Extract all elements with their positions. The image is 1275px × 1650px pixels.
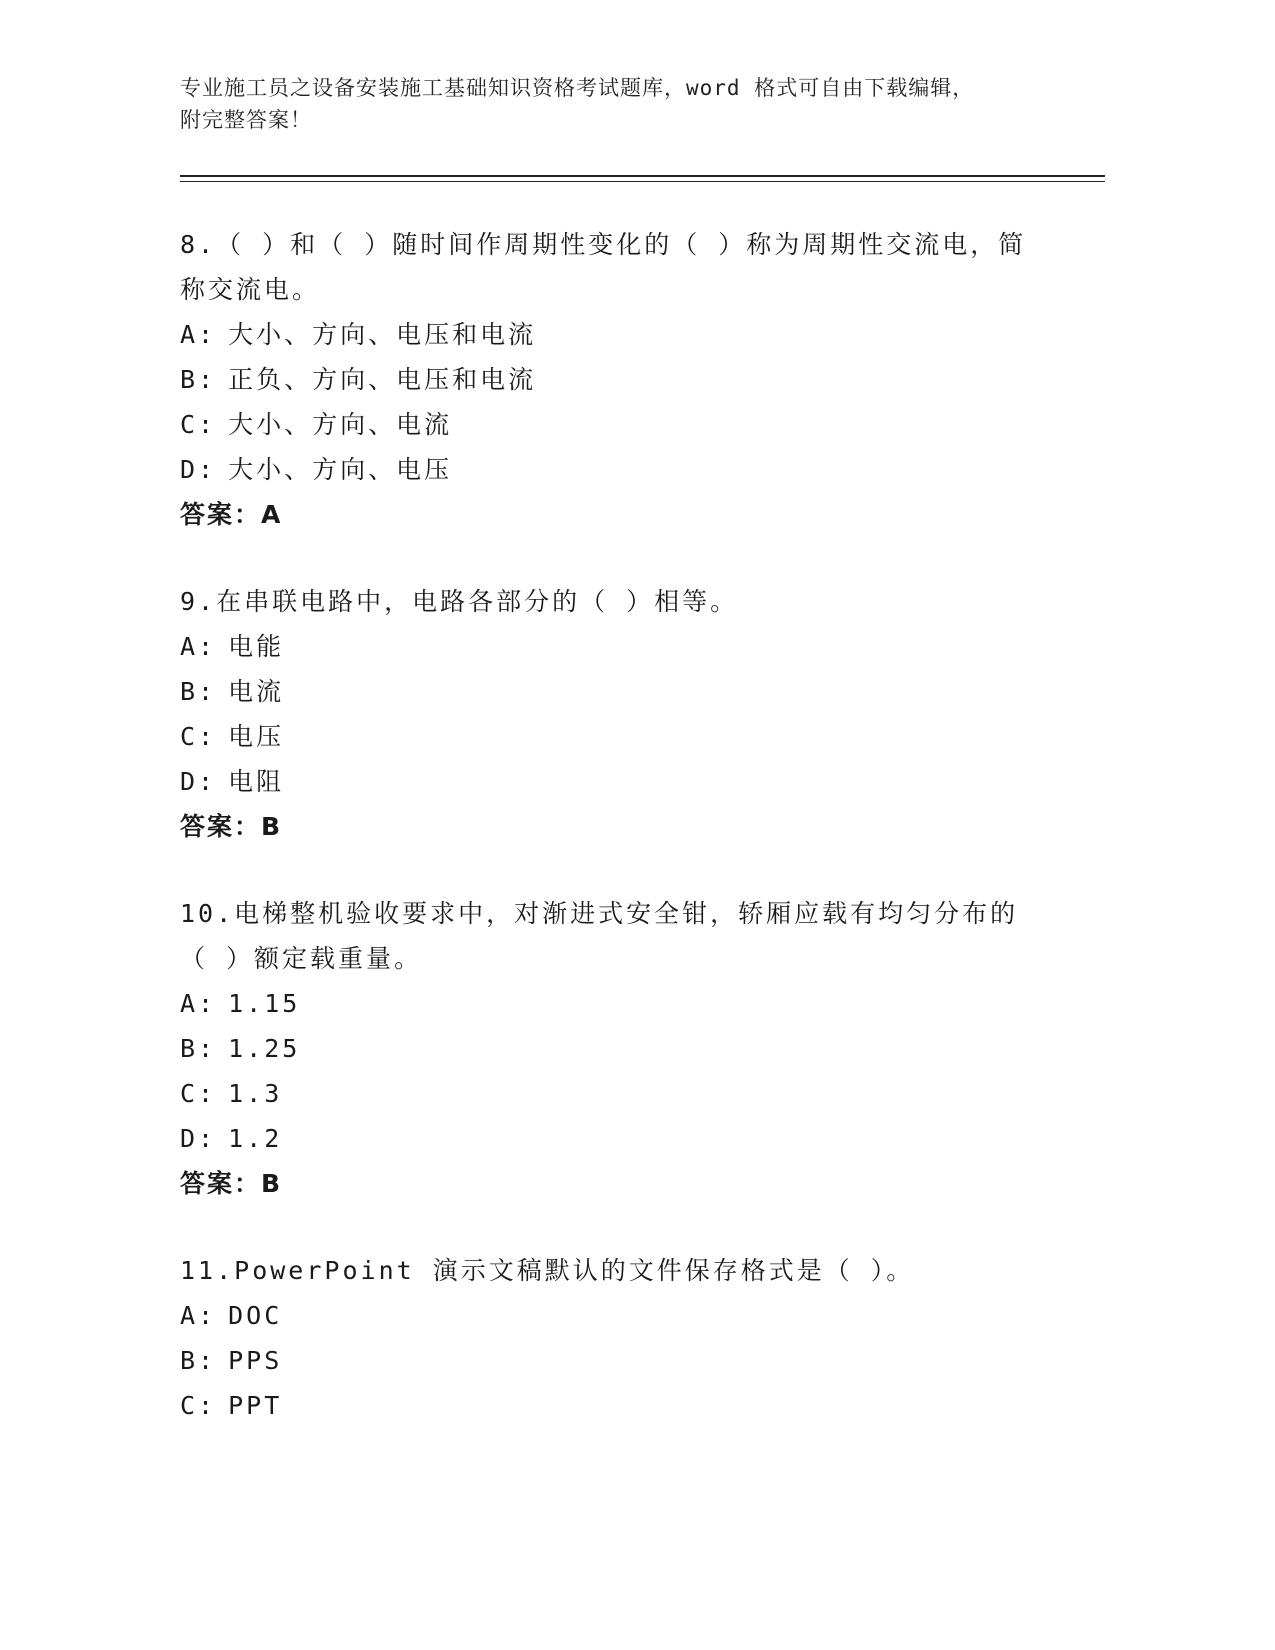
option-item xyxy=(180,1071,1060,1116)
question-list xyxy=(180,222,1060,1470)
option-letter: D: xyxy=(180,1124,217,1153)
option-letter: B: xyxy=(180,677,217,706)
option-letter: A: xyxy=(180,320,217,349)
option-text: 1.3 xyxy=(228,1079,283,1108)
answer-text: 答案：A xyxy=(180,500,283,529)
answer-text: 答案：B xyxy=(180,812,283,841)
option-item xyxy=(180,1026,1060,1071)
question-item xyxy=(180,579,1060,849)
option-text: DOC xyxy=(228,1301,283,1330)
option-text: 电阻 xyxy=(228,767,285,796)
option-item xyxy=(180,1116,1060,1161)
option-item xyxy=(180,669,1060,714)
question-text: 9.在串联电路中，电路各部分的（ ）相等。 xyxy=(180,587,739,616)
option-letter: A: xyxy=(180,989,217,1018)
option-text: 1.2 xyxy=(228,1124,283,1153)
option-letter: D: xyxy=(180,455,217,484)
answer-text: 答案：B xyxy=(180,1169,283,1198)
option-text: 大小、方向、电压和电流 xyxy=(228,320,537,349)
option-text: 1.15 xyxy=(228,989,301,1018)
question-text: 11.PowerPoint 演示文稿默认的文件保存格式是（ ）。 xyxy=(180,1256,915,1285)
question-item xyxy=(180,891,1060,1206)
header-line-1: 专业施工员之设备安装施工基础知识资格考试题库，word 格式可自由下载编辑， xyxy=(180,76,975,100)
option-text: 大小、方向、电流 xyxy=(228,410,453,439)
option-letter: C: xyxy=(180,1391,217,1420)
option-item xyxy=(180,402,1060,447)
option-item xyxy=(180,714,1060,759)
option-text: PPT xyxy=(228,1391,283,1420)
option-item xyxy=(180,312,1060,357)
option-item xyxy=(180,447,1060,492)
option-letter: C: xyxy=(180,722,217,751)
option-letter: A: xyxy=(180,632,217,661)
option-text: 电压 xyxy=(228,722,285,751)
option-item xyxy=(180,981,1060,1026)
option-text: 1.25 xyxy=(228,1034,301,1063)
option-letter: D: xyxy=(180,767,217,796)
option-letter: C: xyxy=(180,410,217,439)
option-item xyxy=(180,357,1060,402)
option-text: PPS xyxy=(228,1346,283,1375)
option-text: 电能 xyxy=(228,632,285,661)
option-text: 电流 xyxy=(228,677,285,706)
option-item xyxy=(180,1338,1060,1383)
option-item xyxy=(180,1293,1060,1338)
option-letter: B: xyxy=(180,365,217,394)
option-letter: C: xyxy=(180,1079,217,1108)
question-item xyxy=(180,222,1060,537)
question-text: 10.电梯整机验收要求中，对渐进式安全钳，轿厢应载有均匀分布的（ ）额定载重量。 xyxy=(180,899,1019,973)
option-letter: A: xyxy=(180,1301,217,1330)
option-letter: B: xyxy=(180,1034,217,1063)
header-line-2: 附完整答案！ xyxy=(180,108,312,132)
option-item xyxy=(180,624,1060,669)
question-text: 8.（ ）和（ ）随时间作周期性变化的（ ）称为周期性交流电，简称交流电。 xyxy=(180,230,1027,304)
option-item xyxy=(180,759,1060,804)
question-item xyxy=(180,1248,1060,1428)
header-divider-thin xyxy=(180,181,1105,182)
document-header xyxy=(180,72,1060,136)
option-text: 正负、方向、电压和电流 xyxy=(228,365,537,394)
option-item xyxy=(180,1383,1060,1428)
option-letter: B: xyxy=(180,1346,217,1375)
header-divider-thick xyxy=(180,175,1105,177)
option-text: 大小、方向、电压 xyxy=(228,455,453,484)
